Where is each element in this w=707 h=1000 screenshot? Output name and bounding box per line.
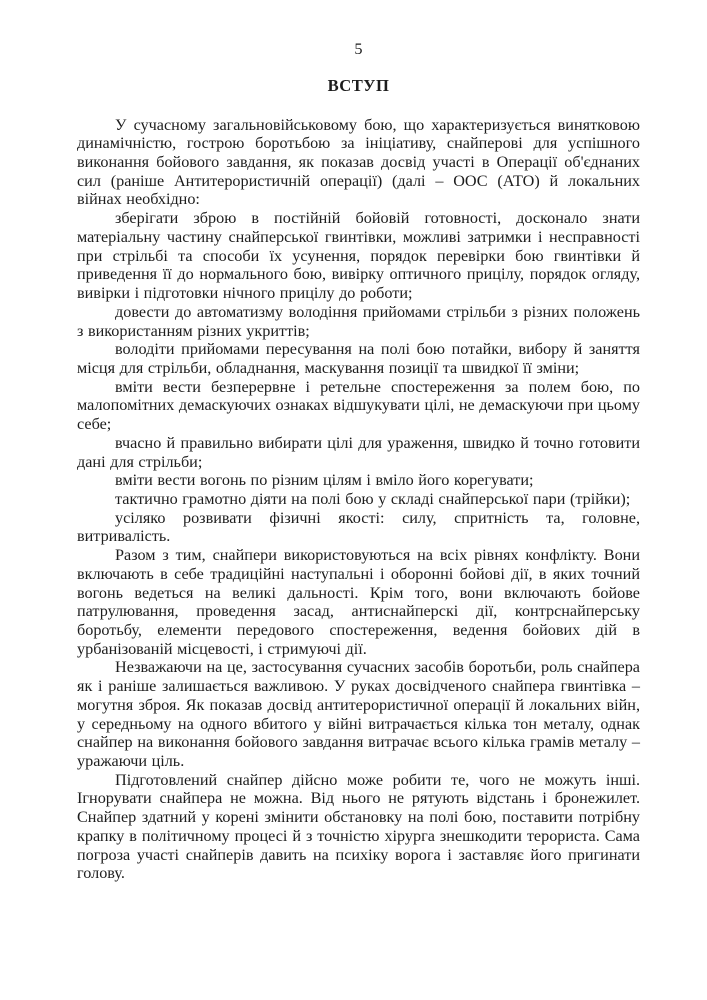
paragraph: Підготовлений снайпер дійсно може робити те, чого не можуть інші. Ігнорувати снайпера не можна. Від нього не рятують відстань і бронежилет. Снайпер здатний у корені змінити обстановку на полі бою, поставити потрібну крапку в політичному процесі й з точністю хірурга знешкодити терориста. Сама погроза участі снайперів давить на психіку ворога і заставляє його пригинати голову.	[77, 770, 640, 883]
page-number: 5	[354, 39, 363, 58]
paragraph: довести до автоматизму володіння прийомами стрільби з різних положень з використанням різних укриттів;	[77, 302, 640, 340]
document-body	[77, 116, 640, 883]
paragraph: зберігати зброю в постійній бойовій готовності, досконало знати матеріальну частину снайперської гвинтівки, можливі затримки і несправності при стрільбі та способи їх усунення, порядок перевірки бою гвинтівки й приведення її до нормального бою, вивірку оптичного прицілу, порядок огляду, вивірки і підготовки нічного прицілу до роботи;	[77, 209, 640, 303]
paragraph: володіти прийомами пересування на полі бою потайки, вибору й заняття місця для стрільби, обладнання, маскування позиції та швидкої її зміни;	[77, 340, 640, 377]
paragraph: вчасно й правильно вибирати цілі для ураження, швидко й точно готовити дані для стрільби;	[77, 433, 640, 471]
paragraph: усіляко розвивати фізичні якості: силу, спритність та, головне, витривалість.	[77, 508, 640, 546]
paragraph: вміти вести вогонь по різним цілям і вміло його корегувати;	[115, 471, 534, 490]
paragraph: Незважаючи на це, застосування сучасних засобів боротьби, роль снайпера як і раніше залишається важливою. У руках досвідченого снайпера гвинтівка – могутня зброя. Як показав досвід антитерористичної операції й локальних війн, у середньому на одного вбитого у війні витрачається кілька тон металу, однак снайпер на виконання бойового завдання витрачає всього кілька грамів металу – уражаючи ціль.	[77, 658, 640, 771]
paragraph: Разом з тим, снайпери використовуються на всіх рівнях конфлікту. Вони включають в себе традиційні наступальні і оборонні бойові дії, в яких точний вогонь ведеться на великі дальності. Крім того, вони включають бойове патрулювання, проведення засад, антиснайперскі дії, контрснайперську боротьбу, елементи передового спостереження, ведення бойових дій в урбанізованій місцевості, і стримуючі дії.	[77, 546, 640, 658]
page-title: ВСТУП	[327, 76, 390, 96]
paragraph: У сучасному загальновійськовому бою, що характеризується винятковою динамічністю, гострою боротьбою за ініціативу, снайперові для успішного виконання бойового завдання, як показав досвід участі в Операції об'єднаних сил (раніше Антитерористичній операції) (далі – ООС (АТО) й локальних війнах необхідно:	[77, 115, 640, 209]
paragraph: вміти вести безперервне і ретельне спостереження за полем бою, по малопомітних демаскуючих ознаках відшукувати цілі, не демаскуючи при цьому себе;	[77, 377, 640, 434]
paragraph: тактично грамотно діяти на полі бою у складі снайперської пари (трійки);	[115, 489, 631, 508]
